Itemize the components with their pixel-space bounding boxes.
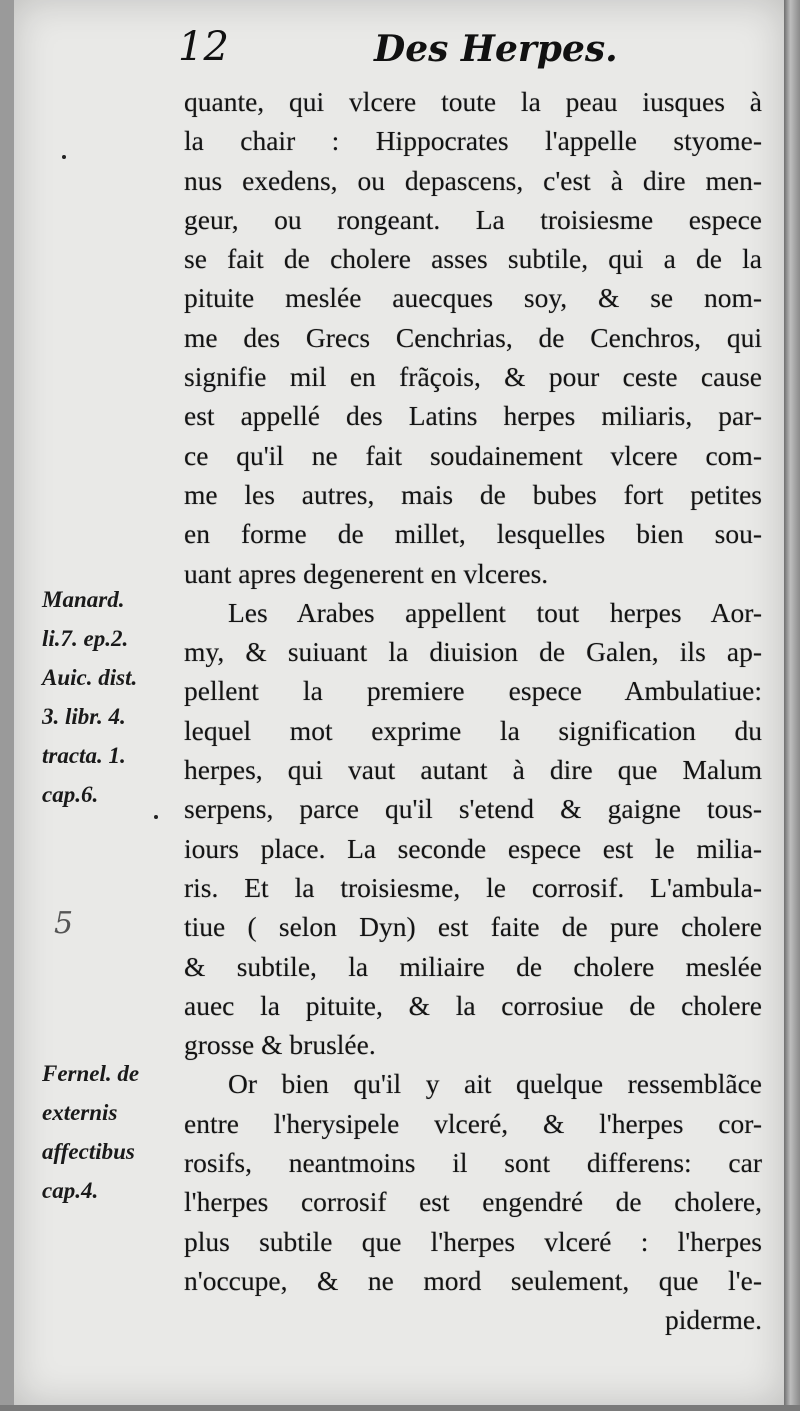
text-line: tiue ( selon Dyn) est faite de pure cholere xyxy=(184,911,762,943)
text-line: Les Arabes appellent tout herpes Aor- xyxy=(228,596,762,628)
text-line: geur, ou rongeant. La troisiesme espece xyxy=(184,203,762,235)
margin-note-line: cap.4. xyxy=(42,1178,99,1203)
page-bottom-shadow xyxy=(0,1405,800,1411)
margin-note-line: externis xyxy=(42,1100,118,1125)
text-line: herpes, qui vaut autant à dire que Malum xyxy=(184,754,762,786)
text-line: plus subtile que l'herpes vlceré : l'herpes xyxy=(184,1225,762,1257)
text-line: lequel mot exprime la signification du xyxy=(184,714,762,746)
margin-note-line: li.7. ep.2. xyxy=(42,626,129,651)
running-head: Des Herpes. xyxy=(374,28,618,70)
text-line: my, & suiuant la diuision de Galen, ils ap- xyxy=(184,636,762,668)
text-line: la chair : Hippocrates l'appelle styome- xyxy=(184,125,762,157)
text-line: rosifs, neantmoins il sont differens: car xyxy=(184,1147,762,1179)
text-line: & subtile, la miliaire de cholere meslée xyxy=(184,950,762,982)
text-line: se fait de cholere asses subtile, qui a de la xyxy=(184,243,762,275)
text-line: uant apres degenerent en vlceres. xyxy=(184,557,549,589)
ink-spot xyxy=(154,815,158,819)
text-line: l'herpes corrosif est engendré de cholere, xyxy=(184,1186,762,1218)
margin-note-line: Manard. xyxy=(42,587,125,612)
text-line: me les autres, mais de bubes fort petites xyxy=(184,478,762,510)
ink-spot xyxy=(62,155,66,159)
text-line: pituite meslée auecques soy, & se nom- xyxy=(184,282,762,314)
text-line: signifie mil en frãçois, & pour ceste cause xyxy=(184,361,762,393)
stray-mark: 5 xyxy=(54,906,74,941)
text-line: entre l'herysipele vlceré, & l'herpes cor- xyxy=(184,1107,762,1139)
text-line: grosse & bruslée. xyxy=(184,1029,376,1061)
margin-note-line: 3. libr. 4. xyxy=(42,704,126,729)
text-line: serpens, parce qu'il s'etend & gaigne tous- xyxy=(184,793,762,825)
margin-note-line: Fernel. de xyxy=(42,1061,140,1086)
text-line: pellent la premiere espece Ambulatiue: xyxy=(184,675,762,707)
text-line: quante, qui vlcere toute la peau iusques à xyxy=(184,86,762,117)
margin-note-line: Auic. dist. xyxy=(42,665,138,690)
text-line: nus exedens, ou depascens, c'est à dire men- xyxy=(184,164,762,196)
page-header xyxy=(14,18,784,78)
text-line: est appellé des Latins herpes miliaris, par- xyxy=(184,400,762,432)
margin-note-line: affectibus xyxy=(42,1139,135,1164)
text-line: ris. Et la troisiesme, le corrosif. L'ambula- xyxy=(184,871,762,903)
margin-note-manard xyxy=(42,580,192,814)
page-edge xyxy=(784,0,800,1411)
margin-note-fernel xyxy=(42,1054,192,1210)
body-text xyxy=(184,82,762,1340)
margin-note-line: tracta. 1. xyxy=(42,743,126,768)
book-page xyxy=(14,0,784,1405)
page-number: 12 xyxy=(178,24,229,70)
text-line: n'occupe, & ne mord seulement, que l'e- xyxy=(184,1264,762,1296)
margin-note-line: cap.6. xyxy=(42,782,99,807)
text-line: piderme. xyxy=(665,1304,762,1336)
text-line: iours place. La seconde espece est le milia- xyxy=(184,832,762,864)
text-line: auec la pituite, & la corrosiue de cholere xyxy=(184,989,762,1021)
text-line: me des Grecs Cenchrias, de Cenchros, qui xyxy=(184,321,762,353)
text-line: ce qu'il ne fait soudainement vlcere com- xyxy=(184,439,762,471)
text-line: en forme de millet, lesquelles bien sou- xyxy=(184,518,762,550)
text-line: Or bien qu'il y ait quelque ressemblãce xyxy=(228,1068,762,1100)
